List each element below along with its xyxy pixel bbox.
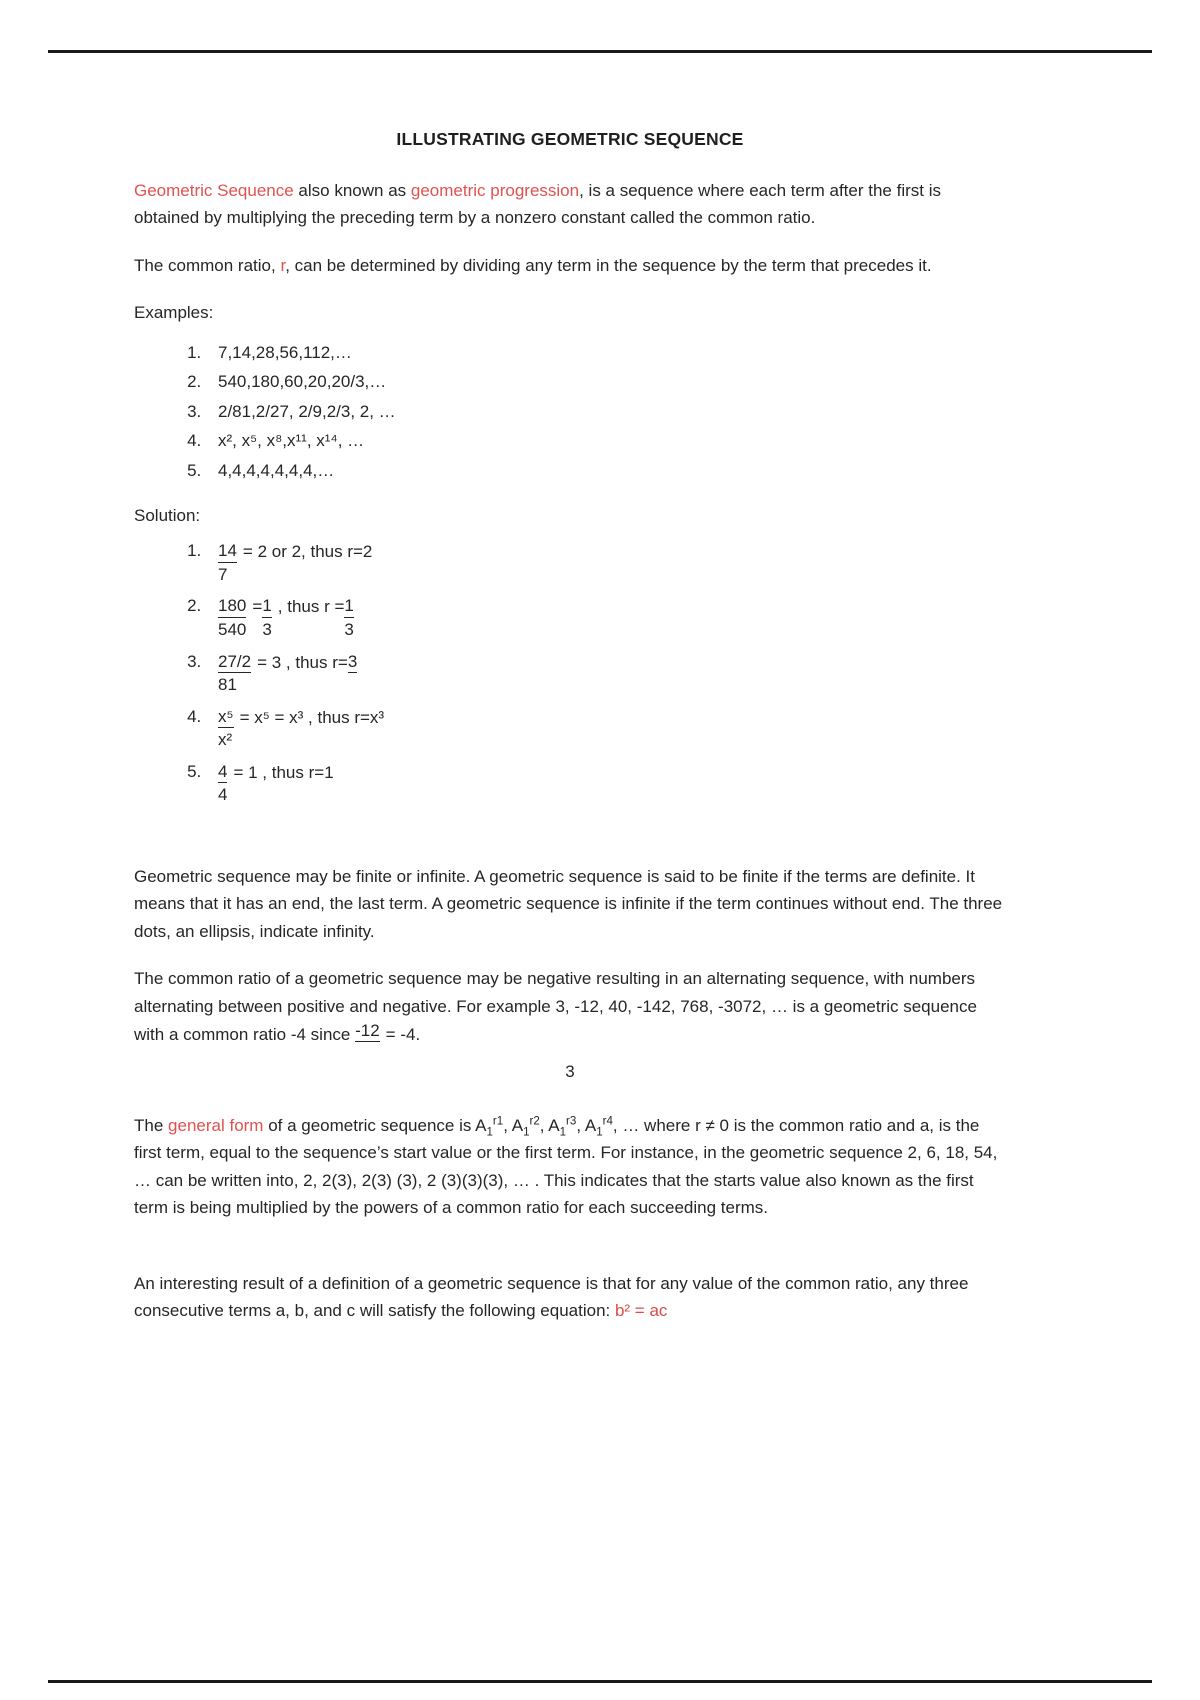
- general-form-lead: The: [134, 1115, 169, 1135]
- formula-b-squared-equals-ac: b² = ac: [614, 1301, 668, 1321]
- fraction-denominator: 4: [218, 785, 228, 805]
- section-spacer: [134, 1084, 1006, 1112]
- subscript-1: 1: [523, 1126, 530, 1139]
- fraction-denominator: 3: [344, 620, 354, 640]
- intro-paragraph: [134, 177, 1006, 232]
- fraction-numerator: 4. x⁵: [218, 707, 234, 729]
- list-item: 1. 7,14,28,56,112,…: [206, 339, 1006, 367]
- solution-list: [134, 541, 1006, 804]
- section-spacer: [134, 817, 1006, 863]
- fraction: [218, 652, 251, 695]
- solution-item-3: [206, 652, 1006, 695]
- solution-item-5: [206, 762, 1006, 805]
- fraction-denominator: [348, 673, 357, 675]
- solution-heading: Solution:: [134, 506, 201, 526]
- fraction-numerator: 5. 4: [218, 762, 227, 784]
- fraction-denominator: 7: [218, 564, 228, 584]
- solution-tail: , thus r =: [277, 597, 345, 617]
- fraction-numerator: -12: [355, 1021, 380, 1043]
- subscript-1: 1: [559, 1126, 567, 1139]
- fraction-numerator: 3: [348, 652, 357, 674]
- fraction-denominator: 81: [218, 675, 237, 695]
- closing-text: An interesting result of a definition of a geometric sequence is that for any value of the common ratio, any three consecutive terms a, b, and c will satisfy the following equation:: [134, 1273, 969, 1321]
- finite-infinite-paragraph: Geometric sequence may be finite or infinite. A geometric sequence is said to be finite if the terms are definite. It means that it has an end, the last term. A geometric sequence is infinite if the term continues without end. The three dots, an ellipsis, indicate infinity.: [134, 866, 1003, 941]
- page-title: ILLUSTRATING GEOMETRIC SEQUENCE: [396, 129, 744, 149]
- solution-tail: = 2 or 2, thus r=2: [242, 542, 373, 562]
- subscript-1: 1: [596, 1126, 603, 1139]
- document-content: [134, 128, 1006, 1345]
- examples-heading: Examples:: [134, 303, 214, 323]
- general-form-mid: of a geometric sequence is A: [263, 1115, 487, 1135]
- fraction-numerator: 1. 14: [218, 541, 237, 563]
- fraction-denominator: 3: [262, 620, 272, 640]
- fraction-ratio: [348, 652, 357, 676]
- list-item: 3. 2/81,2/27, 2/9,2/3, 2, …: [206, 398, 1006, 426]
- solution-tail: = x⁵ = x³ , thus r=x³: [239, 707, 385, 727]
- fraction: [218, 707, 234, 750]
- ratio-lead: The common ratio,: [134, 255, 281, 275]
- fraction: [218, 596, 246, 639]
- section-spacer: [134, 1242, 1006, 1270]
- term-geometric-progression: geometric progression: [410, 180, 580, 200]
- superscript-r4: r4: [602, 1115, 613, 1128]
- subscript-1: 1: [486, 1126, 493, 1139]
- ratio-rest: , can be determined by dividing any term in the sequence by the term that precedes it.: [285, 255, 932, 275]
- negative-ratio-denominator-line: [134, 1060, 1006, 1084]
- general-form-rest: , … where r ≠ 0 is the common ratio and a, is the first term, equal to the sequence’s start value or the first term. For instance, in the geometric sequence 2, 6, 18, 54, … can be written into, 2, 2(3), 2(3) (3), 2 (3)(3)(3), … . This indicates that the starts value also known as the first term is being multiplied by the powers of a common ratio for each succeeding terms.: [134, 1115, 998, 1218]
- solution-item-1: [206, 541, 1006, 584]
- solution-tail: = 3 , thus r=: [257, 652, 348, 672]
- fraction: [218, 762, 227, 805]
- solution-item-4: [206, 707, 1006, 750]
- fraction-ratio: [344, 596, 353, 639]
- fraction-numerator: 2. 180: [218, 596, 246, 618]
- fraction-denominator: 540: [218, 620, 247, 640]
- fraction: [218, 541, 237, 584]
- superscript-r1: r1: [492, 1115, 504, 1128]
- common-ratio-paragraph: [134, 252, 1006, 280]
- term-geometric-sequence: Geometric Sequence: [134, 180, 294, 200]
- fraction-numerator: 3. 27/2: [218, 652, 251, 674]
- intro-text-2: , is a sequence where each term after the first is obtained by multiplying the preceding term by a nonzero constant called the common ratio.: [134, 180, 941, 228]
- negative-ratio-tail: = -4.: [385, 1024, 421, 1044]
- superscript-r3: r3: [566, 1115, 577, 1128]
- intro-text-1: also known as: [293, 180, 411, 200]
- negative-ratio-paragraph: [134, 965, 1006, 1048]
- term-general-form: general form: [168, 1115, 264, 1135]
- negative-ratio-text: The common ratio of a geometric sequence may be negative resulting in an alternating sequence, with numbers alternating between positive and negative. For example 3, -12, 40, -142, 768, -3072, … is a geometric sequence with a common ratio -4 since: [134, 969, 977, 1044]
- list-item: 5. 4,4,4,4,4,4,4,…: [206, 457, 1006, 485]
- fraction-negative-twelve: [355, 1021, 380, 1043]
- footer-rule: [48, 1680, 1152, 1683]
- fraction-numerator: 1: [344, 596, 353, 618]
- ratio-symbol: r: [280, 255, 286, 275]
- solution-equals: =: [252, 597, 263, 617]
- list-item: 4. x², x⁵, x⁸,x¹¹, x¹⁴, …: [206, 427, 1006, 455]
- solution-item-2: [206, 596, 1006, 639]
- examples-list: [134, 339, 1006, 485]
- list-item: 2. 540,180,60,20,20/3,…: [206, 368, 1006, 396]
- fraction-denominator: x²: [218, 730, 233, 750]
- general-form-paragraph: The general form of a geometric sequence is $A_1^{r1}$, $A_1^{r2}$, $A_1^{r3}$, $A_1^{r4}$, … where r ≠ 0 is the common ratio and a, is the first term, equal to the sequence’s start value or the first term. For instance, in the geometric sequence 2, 6, 18, 54, … can be written into, 2, 2(3), 2(3) (3), 2 (3)(3)(3), … . This indicates that the starts value also known as the first term is being multiplied by the powers of a common ratio for each succeeding terms.: [134, 1115, 998, 1218]
- header-rule: [48, 50, 1152, 53]
- fraction-numerator: 1: [262, 596, 271, 618]
- superscript-r2: r2: [529, 1115, 540, 1128]
- solution-tail: = 1 , thus r=1: [233, 762, 334, 782]
- fraction-denominator: 3: [565, 1062, 575, 1082]
- closing-paragraph: [134, 1270, 1006, 1325]
- fraction-result: [262, 596, 271, 639]
